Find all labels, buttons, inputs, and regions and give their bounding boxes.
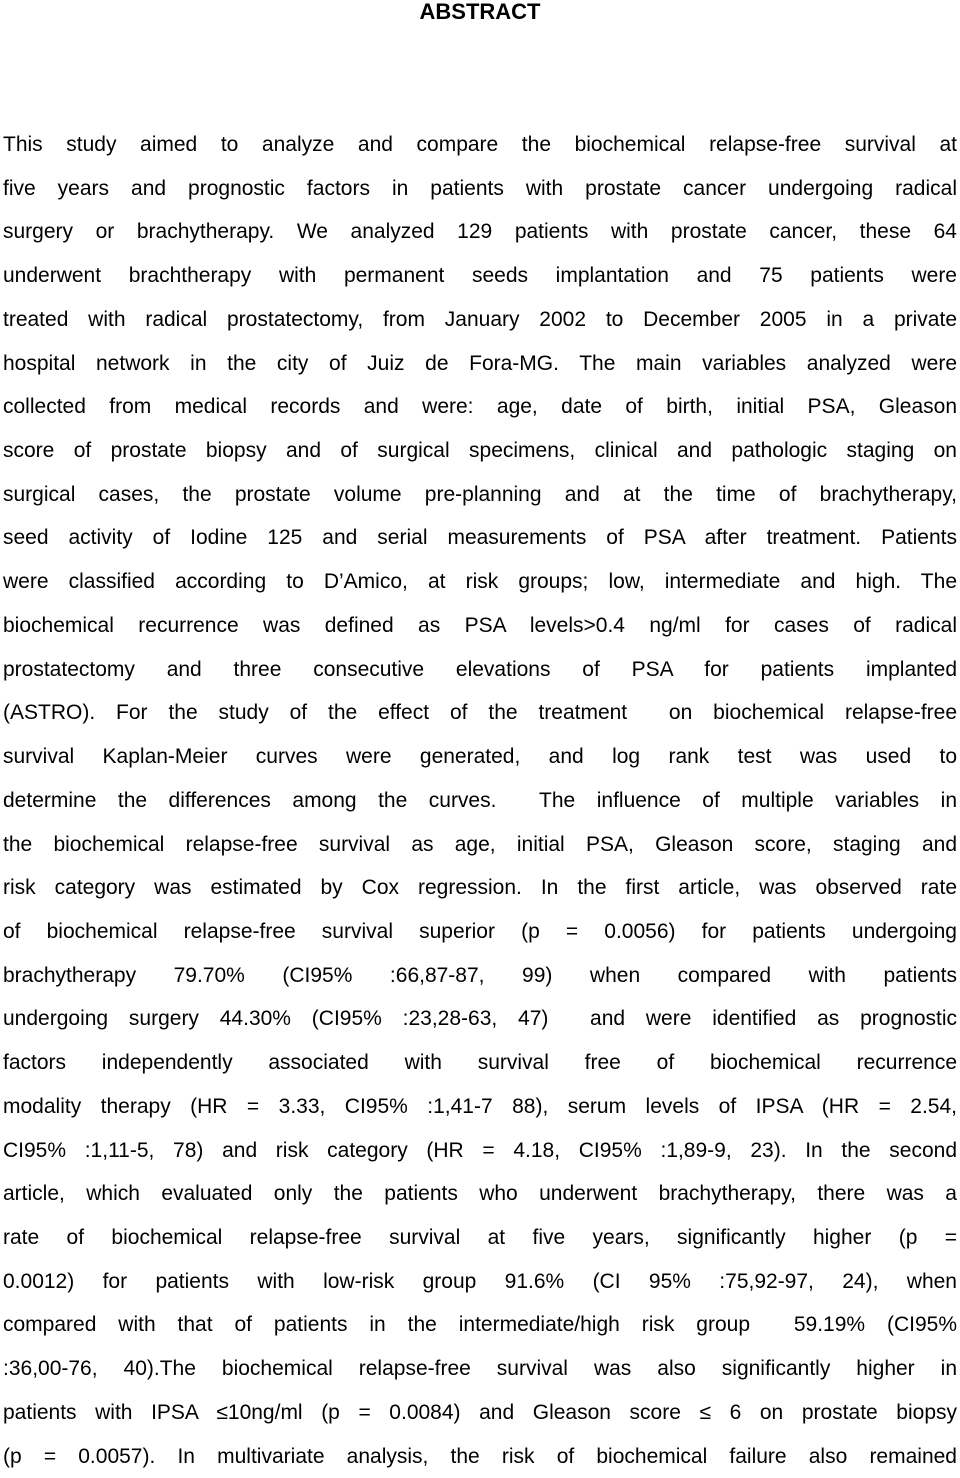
abstract-line: of biochemical relapse-free survival superior (p = 0.0056) for patients undergoing [3, 919, 957, 943]
abstract-line: risk category was estimated by Cox regression. In the first article, was observed rate [3, 876, 957, 900]
abstract-line: (ASTRO). For the study of the effect of the treatment on biochemical relapse-free [3, 701, 957, 725]
abstract-body [3, 123, 957, 1478]
abstract-line: patients with IPSA ≤10ng/ml (p = 0.0084) and Gleason score ≤ 6 on prostate biopsy [3, 1400, 957, 1424]
abstract-line: survival Kaplan-Meier curves were generated, and log rank test was used to [3, 745, 957, 769]
abstract-line: factors independently associated with survival free of biochemical recurrence [3, 1051, 957, 1075]
abstract-line: article, which evaluated only the patients who underwent brachytherapy, there was a [3, 1182, 957, 1206]
abstract-line: This study aimed to analyze and compare the biochemical relapse-free survival at [3, 133, 957, 156]
abstract-line: modality therapy (HR = 3.33, CI95% :1,41-7 88), serum levels of IPSA (HR = 2.54, [3, 1094, 957, 1118]
abstract-line: biochemical recurrence was defined as PSA levels>0.4 ng/ml for cases of radical [3, 613, 957, 637]
abstract-line: (p = 0.0057). In multivariate analysis, the risk of biochemical failure also remained [3, 1444, 957, 1468]
abstract-line: were classified according to D’Amico, at risk groups; low, intermediate and high. The [3, 570, 957, 594]
abstract-line: brachytherapy 79.70% (CI95% :66,87-87, 99) when compared with patients [3, 963, 957, 987]
abstract-line: seed activity of Iodine 125 and serial measurements of PSA after treatment. Patients [3, 526, 957, 550]
abstract-line: :36,00-76, 40).The biochemical relapse-free survival was also significantly higher in [3, 1357, 957, 1381]
abstract-line: underwent brachtherapy with permanent seeds implantation and 75 patients were [3, 264, 957, 288]
abstract-title: ABSTRACT [419, 0, 541, 24]
abstract-line: five years and prognostic factors in patients with prostate cancer undergoing radical [3, 176, 957, 200]
abstract-line: surgical cases, the prostate volume pre-planning and at the time of brachytherapy, [3, 482, 957, 506]
abstract-line: CI95% :1,11-5, 78) and risk category (HR = 4.18, CI95% :1,89-9, 23). In the second [3, 1138, 957, 1162]
abstract-line: 0.0012) for patients with low-risk group 91.6% (CI 95% :75,92-97, 24), when [3, 1269, 957, 1293]
abstract-line: determine the differences among the curves. The influence of multiple variables in [3, 788, 957, 812]
abstract-line: rate of biochemical relapse-free survival at five years, significantly higher (p = [3, 1225, 957, 1249]
abstract-line: score of prostate biopsy and of surgical specimens, clinical and pathologic staging on [3, 439, 957, 463]
abstract-line: treated with radical prostatectomy, from January 2002 to December 2005 in a private [3, 307, 957, 331]
abstract-line: hospital network in the city of Juiz de Fora-MG. The main variables analyzed were [3, 351, 957, 375]
abstract-line: undergoing surgery 44.30% (CI95% :23,28-63, 47) and were identified as prognostic [3, 1007, 957, 1031]
abstract-line: surgery or brachytherapy. We analyzed 129 patients with prostate cancer, these 64 [3, 220, 957, 244]
abstract-line: the biochemical relapse-free survival as age, initial PSA, Gleason score, staging and [3, 832, 957, 856]
abstract-line: prostatectomy and three consecutive elevations of PSA for patients implanted [3, 657, 957, 681]
abstract-line: compared with that of patients in the intermediate/high risk group 59.19% (CI95% [3, 1313, 957, 1337]
abstract-line: collected from medical records and were: age, date of birth, initial PSA, Gleason [3, 395, 957, 419]
